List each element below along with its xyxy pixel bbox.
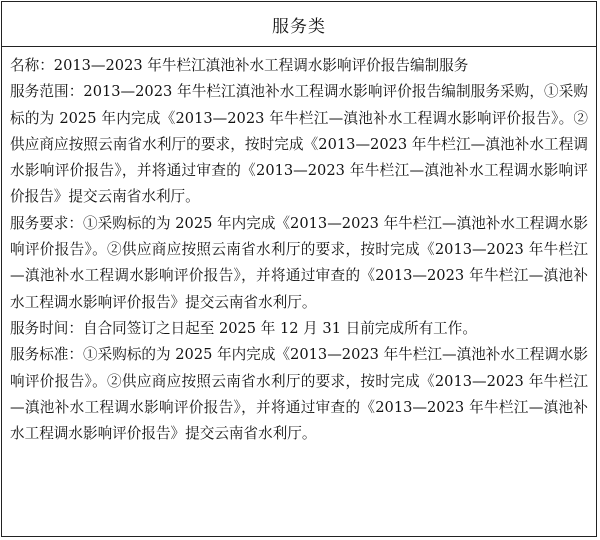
service-name-text: 名称：2013—2023 年牛栏江滇池补水工程调水影响评价报告编制服务	[10, 57, 469, 74]
service-requirements-text: 服务要求：①采购标的为 2025 年内完成《2013—2023 年牛栏江—滇池补水工程调水影响评价报告》。②供应商应按照云南省水利厅的要求，按时完成《2013—2023 年牛栏江—滇池补水工程调水影响评价报告》，并将通过审查的《2013—2023 年牛栏江—滇池补水工程调水影响评价报告》提交云南省水利厅。	[10, 214, 588, 311]
table-body	[2, 47, 596, 536]
service-standard-text: 服务标准：①采购标的为 2025 年内完成《2013—2023 年牛栏江—滇池补水工程调水影响评价报告》。②供应商应按照云南省水利厅的要求，按时完成《2013—2023 年牛栏江—滇池补水工程调水影响评价报告》，并将通过审查的《2013—2023 年牛栏江—滇池补水工程调水影响评价报告》提交云南省水利厅。	[10, 346, 588, 443]
service-scope-text: 服务范围：2013—2023 年牛栏江滇池补水工程调水影响评价报告编制服务采购，①采购标的为 2025 年内完成《2013—2023 年牛栏江—滇池补水工程调水影响评价报告》。②供应商应按照云南省水利厅的要求，按时完成《2013—2023 年牛栏江—滇池补水工程调水影响评价报告》，并将通过审查的《2013—2023 年牛栏江—滇池补水工程调水影响评价报告》提交云南省水利厅。	[10, 83, 588, 206]
table-header-title: 服务类	[2, 2, 596, 47]
service-table	[1, 1, 597, 537]
service-time-text: 服务时间：自合同签订之日起至 2025 年 12 月 31 日前完成所有工作。	[10, 319, 477, 337]
